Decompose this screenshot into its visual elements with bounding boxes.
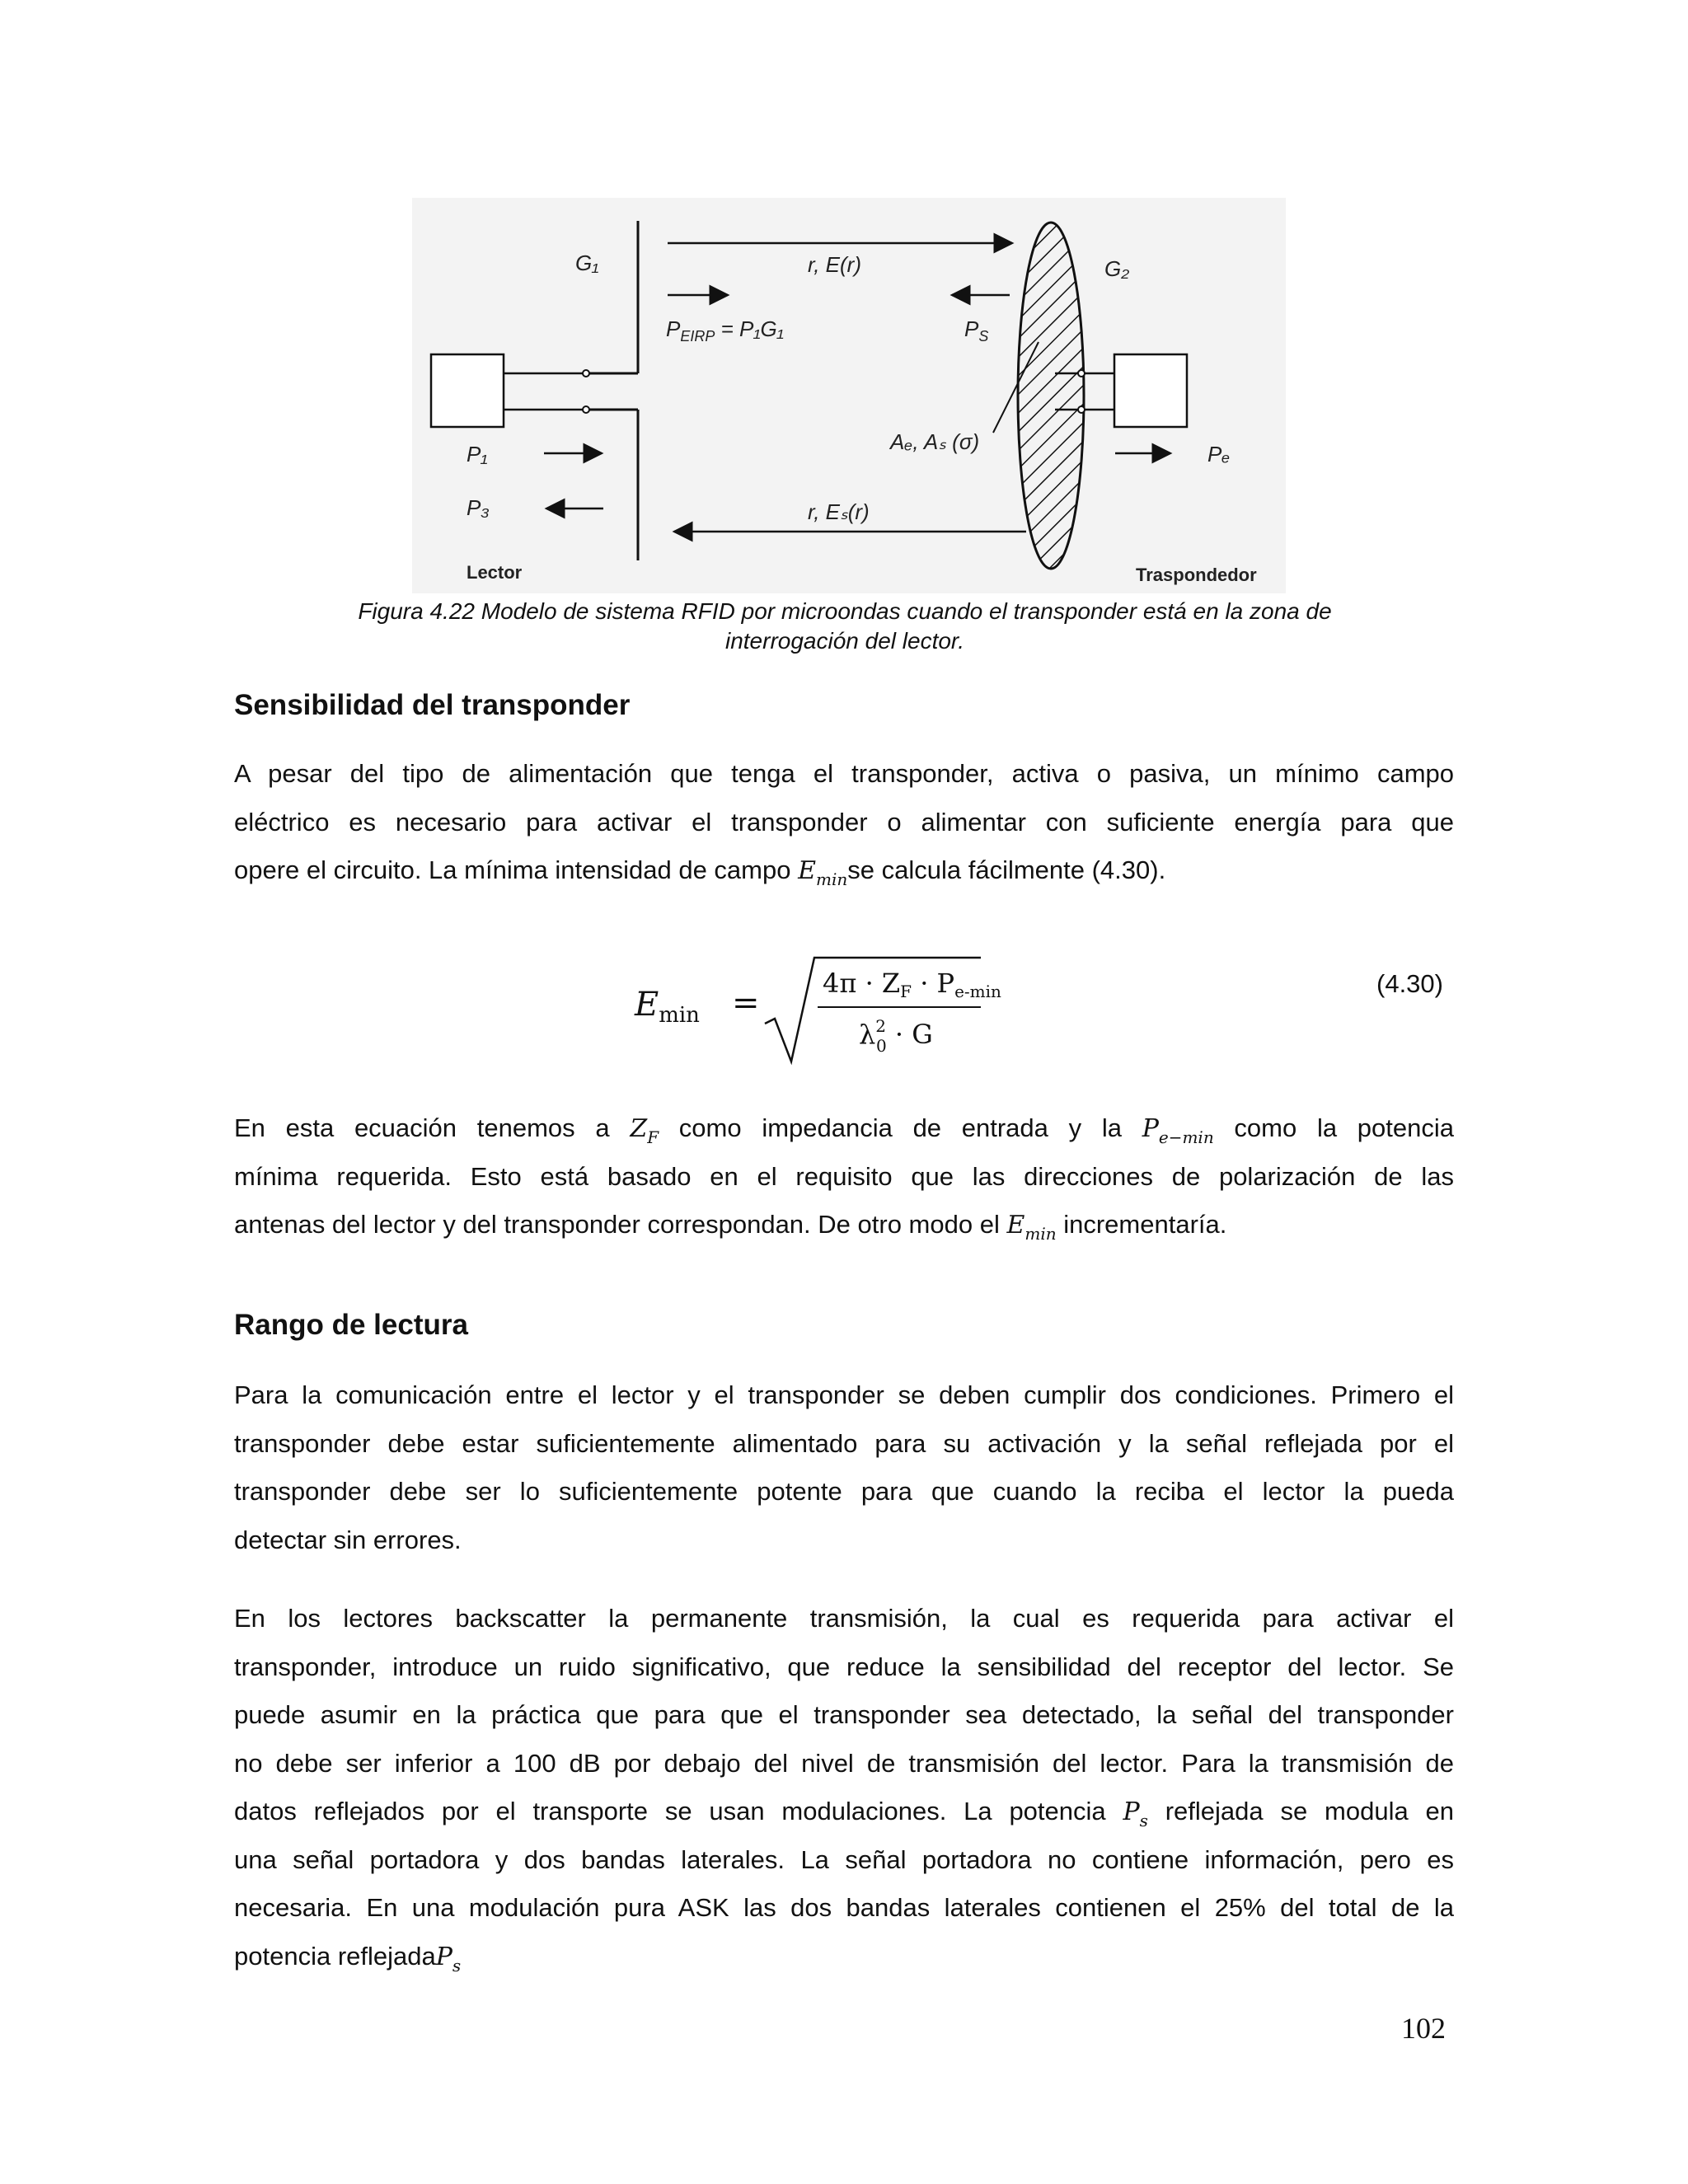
math-zf: $Z_F$ — [630, 1114, 659, 1147]
paragraph-rango-2 — [234, 1595, 1454, 1980]
figure-caption — [297, 597, 1393, 656]
label-traspondedor: Traspondedor — [1136, 565, 1257, 585]
label-p3: P₃ — [467, 495, 490, 520]
eq-numerator: 4π · ZF · Pe-min — [823, 968, 1001, 1001]
label-lector: Lector — [467, 562, 523, 583]
label-r-er: r, E(r) — [808, 252, 861, 277]
label-r-es: r, Eₛ(r) — [808, 499, 870, 524]
label-g2: G₂ — [1104, 256, 1130, 281]
text-line: En esta ecuación tenemos a $Z_F$ como impedancia de entrada y la $P_{e-min}$ como la potencia — [234, 1113, 1454, 1147]
text-line: transponder, introduce un ruido significativo, que reduce la sensibilidad del receptor del lector. Se — [234, 1652, 1454, 1681]
transponder-terminal-bottom — [1078, 406, 1085, 413]
rfid-diagram-svg — [412, 198, 1286, 593]
text-line: detectar sin errores. — [234, 1525, 462, 1554]
transponder-antenna — [1018, 223, 1084, 569]
text-line: En los lectores backscatter la permanente transmisión, la cual es requerida para activar el — [234, 1604, 1454, 1633]
rfid-microwave-diagram — [412, 198, 1286, 593]
label-p1: P₁ — [467, 442, 488, 466]
text-line: eléctrico es necesario para activar el transponder o alimentar con suficiente energía para que — [234, 807, 1454, 837]
text-line: antenas del lector y del transponder correspondan. De otro modo el $E_{min}$ incrementaría. — [234, 1210, 1227, 1244]
label-ps: $P_S$ — [964, 316, 989, 344]
text-line: datos reflejados por el transporte se usan modulaciones. La potencia $P_s$ reflejada se modula en — [234, 1797, 1454, 1830]
math-ps: $P_s$ — [1123, 1797, 1148, 1830]
label-pe: Pₑ — [1207, 442, 1231, 466]
text-line: opere el circuito. La mínima intensidad de campo $E_{min}se$ calcula fácilmente (4.30). — [234, 855, 1166, 889]
reader-terminal-top — [583, 370, 589, 377]
text-line: necesaria. En una modulación pura ASK las dos bandas laterales contienen el 25% del total de la — [234, 1893, 1454, 1922]
paragraph-sensibilidad-1 — [234, 750, 1454, 895]
eq-denominator: $\lambda^2$ 0 · G — [859, 1016, 933, 1056]
equation-number: (4.30) — [1376, 969, 1443, 998]
label-g1: G₁ — [575, 251, 599, 275]
paragraph-sensibilidad-2 — [234, 1104, 1454, 1249]
math-e-min: $E_{min}$ — [1006, 1211, 1057, 1244]
equation-svg — [626, 948, 1006, 1071]
label-peirp: $P_{EIRP} = P_1G_1$ — [666, 316, 784, 344]
text-line: no debe ser inferior a 100 dB por debajo del nivel de transmisión del lector. Para la transmisión de — [234, 1748, 1454, 1778]
math-e-min: $E_{min}$ — [798, 856, 848, 889]
text-line: A pesar del tipo de alimentación que tenga el transponder, activa o pasiva, un mínimo campo — [234, 759, 1454, 788]
heading-sensibilidad: Sensibilidad del transponder — [234, 689, 631, 721]
text-line: Para la comunicación entre el lector y el transponder se deben cumplir dos condiciones. Primero el — [234, 1380, 1454, 1409]
paragraph-rango-1 — [234, 1371, 1454, 1564]
text-line: potencia reflejadaP$_s$ — [234, 1941, 462, 1975]
text-line: transponder debe estar suficientemente alimentado para su activación y la señal reflejada por el — [234, 1428, 1454, 1458]
text-line: una señal portadora y dos bandas laterales. La señal portadora no contiene información, pero es — [234, 1844, 1454, 1874]
reader-box — [431, 354, 504, 427]
transponder-terminal-top — [1078, 370, 1085, 377]
reader-terminal-bottom — [583, 406, 589, 413]
page-number: 102 — [1401, 2012, 1446, 2045]
equation-4-30 — [626, 948, 1006, 1071]
eq-lhs: $E_{min}$ — [635, 986, 700, 1028]
label-aperture: Aₑ, Aₛ (σ) — [890, 429, 980, 454]
math-ps: $P_s$ — [435, 1942, 462, 1975]
text-line: puede asumir en la práctica que para que el transponder sea detectado, la señal del transponder — [234, 1700, 1454, 1729]
transponder-box — [1114, 354, 1187, 427]
text-line: transponder debe ser lo suficientemente potente para que cuando la reciba el lector la pueda — [234, 1477, 1454, 1506]
caption-line-2: interrogación del lector. — [724, 628, 964, 654]
math-pemin: $P_{e-min}$ — [1142, 1114, 1214, 1147]
heading-rango-lectura: Rango de lectura — [234, 1309, 468, 1341]
eq-equals: = — [732, 984, 760, 1022]
text-line: mínima requerida. Esto está basado en el requisito que las direcciones de polarización de las — [234, 1161, 1454, 1191]
caption-line-1: Figura 4.22 Modelo de sistema RFID por microondas cuando el transponder está en la zona de — [358, 598, 1332, 624]
